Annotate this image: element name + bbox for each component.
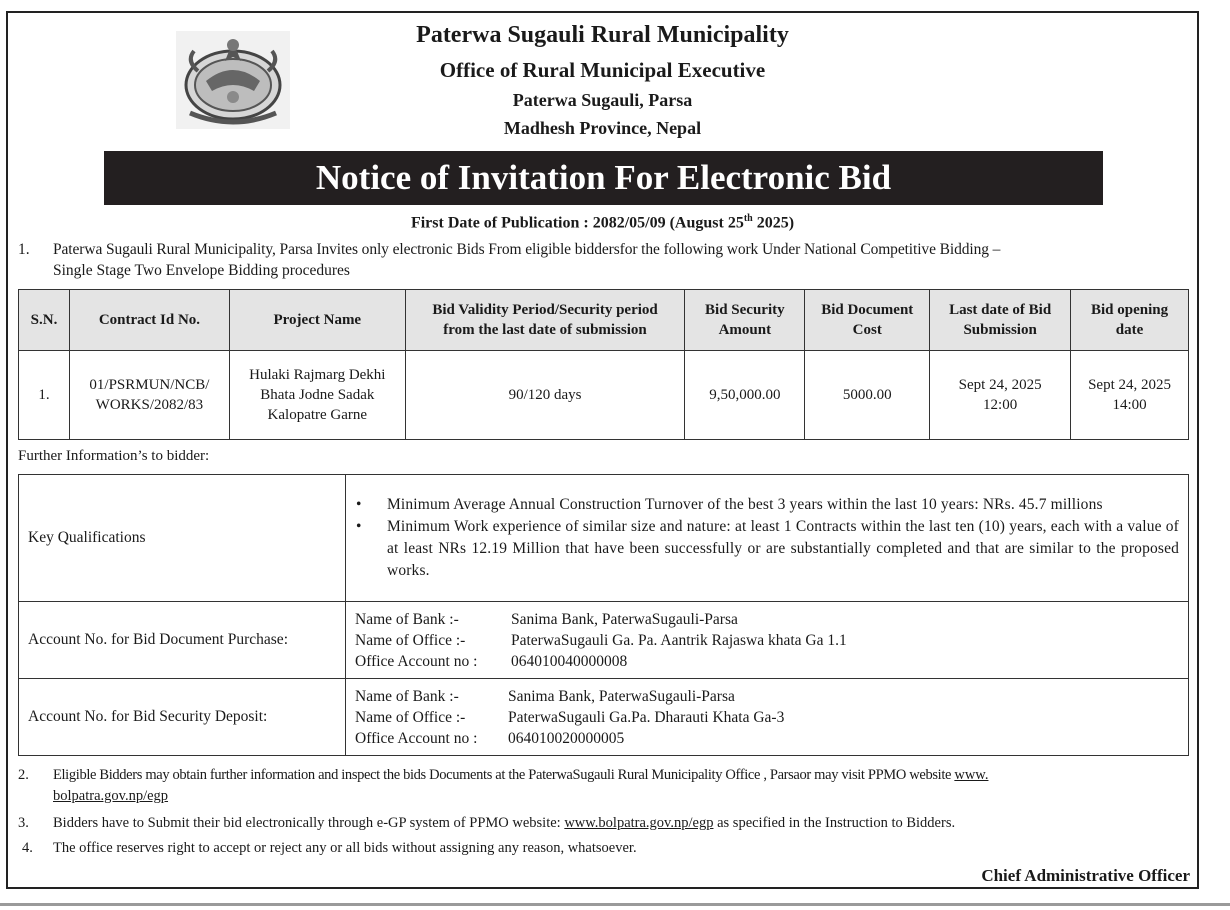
header-validity: Bid Validity Period/Security period from the last date of submission: [405, 290, 685, 351]
egp-website-link[interactable]: www.bolpatra.gov.np/egp: [564, 815, 714, 831]
header-sn: S.N.: [19, 290, 70, 351]
table-row: [19, 351, 1189, 440]
cell-opening-date: Sept 24, 2025 14:00: [1071, 351, 1189, 440]
municipality-name: Paterwa Sugauli Rural Municipality: [416, 22, 789, 48]
qualifications-content: [346, 475, 1189, 602]
cell-project-name: Hulaki Rajmarg Dekhi Bhata Jodne Sadak Kalopatre Garne: [229, 351, 405, 440]
signature-title: Chief Administrative Officer: [981, 866, 1190, 885]
header-security-amount: Bid Security Amount: [685, 290, 805, 351]
notice-title: Notice of Invitation For Electronic Bid: [104, 151, 1103, 205]
province-name: Madhesh Province, Nepal: [503, 118, 702, 138]
ppmo-website-link-continued[interactable]: bolpatra.gov.np/egp: [53, 788, 169, 804]
office-name: Office of Rural Municipal Executive: [439, 58, 766, 82]
cell-last-date: Sept 24, 2025 12:00: [930, 351, 1071, 440]
header-contract-id: Contract Id No.: [69, 290, 229, 351]
security-deposit-row: [19, 679, 1189, 756]
qualifications-row: [19, 475, 1189, 602]
doc-purchase-label: Account No. for Bid Document Purchase:: [19, 602, 346, 679]
header-last-date: Last date of Bid Submission: [930, 290, 1071, 351]
cell-validity: 90/120 days: [405, 351, 685, 440]
header-opening-date: Bid opening date: [1071, 290, 1189, 351]
publication-date: First Date of Publication : 2082/05/09 (August 25th 2025): [410, 213, 795, 232]
bottom-rule: [0, 903, 1230, 906]
qualification-bullet: • Minimum Average Annual Construction Turnover of the best 3 years within the last 10 years: NRs. 45.7 millions: [387, 494, 1179, 516]
info-table: [18, 474, 1189, 756]
cell-sn: 1.: [19, 351, 70, 440]
header-document-cost: Bid Document Cost: [805, 290, 930, 351]
header-project-name: Project Name: [229, 290, 405, 351]
qualification-bullet: • Minimum Work experience of similar size and nature: at least 1 Contracts within the last ten (10) years, each with a value of at least NRs 12.19 Million that have been successfully or are substantially completed and that are similar to the proposed works.: [387, 516, 1179, 582]
doc-purchase-details: Name of Bank :- Sanima Bank, PaterwaSugauli-Parsa Name of Office :- PaterwaSugauli Ga. Pa. Aantrik Rajaswa khata Ga 1.1 Office Account no : 064010040000008: [346, 602, 1189, 679]
security-deposit-label: Account No. for Bid Security Deposit:: [19, 679, 346, 756]
ppmo-website-link[interactable]: www.: [954, 767, 989, 783]
doc-purchase-row: [19, 602, 1189, 679]
bid-table: [18, 289, 1189, 440]
security-deposit-details: Name of Bank :- Sanima Bank, PaterwaSugauli-Parsa Name of Office :- PaterwaSugauli Ga.Pa. Dharauti Khata Ga-3 Office Account no : 064010020000005: [346, 679, 1189, 756]
cell-document-cost: 5000.00: [805, 351, 930, 440]
further-info-heading: Further Information’s to bidder:: [18, 448, 210, 464]
office-location: Paterwa Sugauli, Parsa: [512, 90, 693, 110]
cell-contract-id: 01/PSRMUN/NCB/ WORKS/2082/83: [69, 351, 229, 440]
cell-security-amount: 9,50,000.00: [685, 351, 805, 440]
qualifications-label: Key Qualifications: [19, 475, 346, 602]
table-header-row: [19, 290, 1189, 351]
